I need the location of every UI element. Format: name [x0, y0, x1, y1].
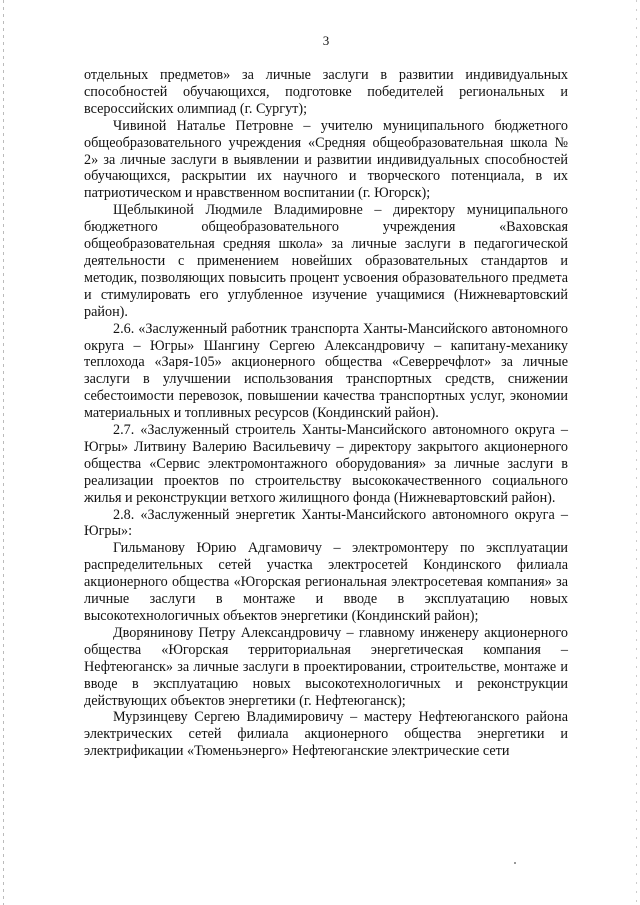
- paragraph-p5: 2.8. «Заслуженный энергетик Ханты-Мансийского автономного округа – Югры»:: [84, 506, 568, 540]
- paragraph-p2: Щеблыкиной Людмиле Владимировне – директору муниципального бюджетного общеобразовательного учреждения «Ваховская общеобразовательная средняя школа» за личные заслуги в педагогической деятельности с применением новейших образовательных стандартов и методик, позволяющих повысить процент усвоения образовательного предмета и стимулировать его углубленное изучение учащимися (Нижневартовский район).: [84, 202, 568, 320]
- paragraph-p8: Мурзинцеву Сергею Владимировичу – мастеру Нефтеюганского района электрических сетей филиала акционерного общества энергетики и электрификации «Тюменьэнерго» Нефтеюганские электрические сети: [84, 709, 568, 760]
- scan-edge-right: [636, 0, 637, 905]
- scan-edge-left: [3, 0, 4, 905]
- paragraph-p7: Дворянинову Петру Александровичу – главному инженеру акционерного общества «Югорская территориальная энергетическая компания – Нефтеюганск» за личные заслуги в проектировании, строительстве, монтаже и вводе в эксплуатацию новых высокотехнологичных и реконструкции действующих объектов энергетики (г. Нефтеюганск);: [84, 624, 568, 709]
- scan-speck: [514, 862, 516, 864]
- paragraph-p6: Гильманову Юрию Адгамовичу – электромонтеру по эксплуатации распределительных сетей участка электросетей Кондинского филиала акционерного общества «Югорская региональная электросетевая компания» за личные заслуги в монтаже и вводе в эксплуатацию новых высокотехнологичных объектов энергетики (Кондинский район);: [84, 540, 568, 624]
- paragraph-p4: 2.7. «Заслуженный строитель Ханты-Мансийского автономного округа – Югры» Литвину Валерию Васильевичу – директору закрытого акционерного общества «Сервис электромонтажного оборудования» за личные заслуги в реализации проектов по строительству высококачественного социального жилья и реконструкции ветхого жилищного фонда (Нижневартовский район).: [84, 422, 568, 506]
- paragraph-p3: 2.6. «Заслуженный работник транспорта Ханты-Мансийского автономного округа – Югры» Шангину Сергею Александровичу – капитану-механику теплохода «Заря-105» акционерного общества «Северречфлот» за личные заслуги в улучшении использования транспортных средств, снижении себестоимости перевозок, повышении качества транспортных услуг, экономии материальных и топливных ресурсов (Кондинский район).: [84, 320, 568, 422]
- paragraph-p1: Чивиной Наталье Петровне – учителю муниципального бюджетного общеобразовательного учреждения «Средняя общеобразовательная школа № 2» за личные заслуги в выявлении и развитии индивидуальных способностей обучающихся, раскрытии их научного и творческого потенциала, в их патриотическом и нравственном воспитании (г. Югорск);: [84, 117, 568, 202]
- document-body: [84, 67, 568, 760]
- page-number: 3: [322, 33, 330, 48]
- paragraph-p0: отдельных предметов» за личные заслуги в развитии индивидуальных способностей обучающихся, подготовке победителей региональных и всероссийских олимпиад (г. Сургут);: [84, 67, 568, 117]
